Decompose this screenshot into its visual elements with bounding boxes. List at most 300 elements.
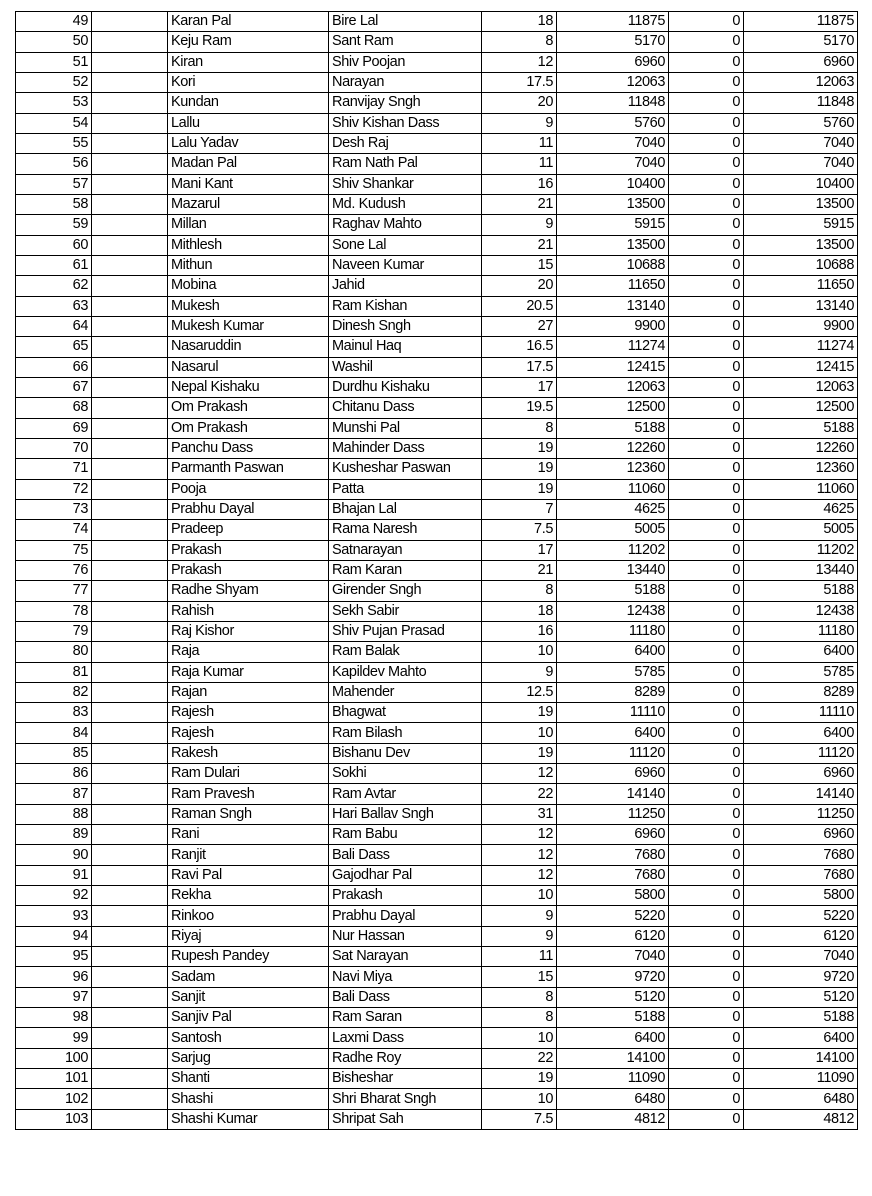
father-name-cell: Navi Miya — [329, 967, 482, 987]
blank-cell — [92, 72, 168, 92]
serial-number-cell: 85 — [16, 743, 92, 763]
gross-amount-cell: 5170 — [557, 32, 669, 52]
blank-cell — [92, 743, 168, 763]
gross-amount-cell: 5915 — [557, 215, 669, 235]
table-row — [16, 418, 858, 438]
days-cell: 31 — [482, 804, 557, 824]
blank-cell — [92, 581, 168, 601]
father-name-cell: Dinesh Sngh — [329, 316, 482, 336]
father-name-cell: Bali Dass — [329, 987, 482, 1007]
deduction-cell: 0 — [669, 32, 744, 52]
net-amount-cell: 10400 — [744, 174, 858, 194]
gross-amount-cell: 14140 — [557, 784, 669, 804]
gross-amount-cell: 11650 — [557, 276, 669, 296]
net-amount-cell: 14100 — [744, 1048, 858, 1068]
gross-amount-cell: 5785 — [557, 662, 669, 682]
net-amount-cell: 6400 — [744, 723, 858, 743]
worker-name-cell: Sarjug — [168, 1048, 329, 1068]
blank-cell — [92, 296, 168, 316]
serial-number-cell: 51 — [16, 52, 92, 72]
deduction-cell: 0 — [669, 926, 744, 946]
days-cell: 20 — [482, 276, 557, 296]
days-cell: 8 — [482, 418, 557, 438]
net-amount-cell: 5915 — [744, 215, 858, 235]
father-name-cell: Shiv Pujan Prasad — [329, 621, 482, 641]
deduction-cell: 0 — [669, 154, 744, 174]
blank-cell — [92, 215, 168, 235]
serial-number-cell: 59 — [16, 215, 92, 235]
blank-cell — [92, 601, 168, 621]
gross-amount-cell: 8289 — [557, 682, 669, 702]
blank-cell — [92, 703, 168, 723]
gross-amount-cell: 7680 — [557, 865, 669, 885]
blank-cell — [92, 662, 168, 682]
table-row — [16, 93, 858, 113]
gross-amount-cell: 11180 — [557, 621, 669, 641]
blank-cell — [92, 845, 168, 865]
days-cell: 10 — [482, 723, 557, 743]
table-row — [16, 581, 858, 601]
worker-name-cell: Lallu — [168, 113, 329, 133]
deduction-cell: 0 — [669, 316, 744, 336]
gross-amount-cell: 7040 — [557, 133, 669, 153]
net-amount-cell: 7680 — [744, 865, 858, 885]
gross-amount-cell: 11274 — [557, 337, 669, 357]
blank-cell — [92, 520, 168, 540]
table-row — [16, 1048, 858, 1068]
net-amount-cell: 6120 — [744, 926, 858, 946]
table-row — [16, 662, 858, 682]
days-cell: 20 — [482, 93, 557, 113]
deduction-cell: 0 — [669, 52, 744, 72]
deduction-cell: 0 — [669, 947, 744, 967]
blank-cell — [92, 865, 168, 885]
serial-number-cell: 98 — [16, 1008, 92, 1028]
serial-number-cell: 74 — [16, 520, 92, 540]
serial-number-cell: 49 — [16, 12, 92, 32]
serial-number-cell: 52 — [16, 72, 92, 92]
table-row — [16, 682, 858, 702]
deduction-cell: 0 — [669, 642, 744, 662]
father-name-cell: Shripat Sah — [329, 1109, 482, 1129]
father-name-cell: Durdhu Kishaku — [329, 377, 482, 397]
blank-cell — [92, 133, 168, 153]
blank-cell — [92, 276, 168, 296]
days-cell: 19 — [482, 459, 557, 479]
blank-cell — [92, 1089, 168, 1109]
worker-name-cell: Rajesh — [168, 703, 329, 723]
days-cell: 19 — [482, 703, 557, 723]
deduction-cell: 0 — [669, 72, 744, 92]
blank-cell — [92, 174, 168, 194]
worker-name-cell: Om Prakash — [168, 398, 329, 418]
father-name-cell: Bhajan Lal — [329, 499, 482, 519]
blank-cell — [92, 906, 168, 926]
table-row — [16, 479, 858, 499]
serial-number-cell: 53 — [16, 93, 92, 113]
deduction-cell: 0 — [669, 194, 744, 214]
serial-number-cell: 87 — [16, 784, 92, 804]
table-row — [16, 174, 858, 194]
table-body — [16, 12, 858, 1130]
table-row — [16, 703, 858, 723]
serial-number-cell: 95 — [16, 947, 92, 967]
gross-amount-cell: 5188 — [557, 1008, 669, 1028]
deduction-cell: 0 — [669, 459, 744, 479]
worker-name-cell: Mani Kant — [168, 174, 329, 194]
blank-cell — [92, 12, 168, 32]
net-amount-cell: 5188 — [744, 1008, 858, 1028]
blank-cell — [92, 967, 168, 987]
deduction-cell: 0 — [669, 845, 744, 865]
days-cell: 9 — [482, 662, 557, 682]
father-name-cell: Narayan — [329, 72, 482, 92]
net-amount-cell: 14140 — [744, 784, 858, 804]
worker-name-cell: Ram Pravesh — [168, 784, 329, 804]
father-name-cell: Prabhu Dayal — [329, 906, 482, 926]
days-cell: 19 — [482, 1069, 557, 1089]
serial-number-cell: 58 — [16, 194, 92, 214]
deduction-cell: 0 — [669, 764, 744, 784]
blank-cell — [92, 337, 168, 357]
blank-cell — [92, 479, 168, 499]
worker-name-cell: Shashi Kumar — [168, 1109, 329, 1129]
gross-amount-cell: 12415 — [557, 357, 669, 377]
worker-name-cell: Ravi Pal — [168, 865, 329, 885]
table-row — [16, 52, 858, 72]
father-name-cell: Sokhi — [329, 764, 482, 784]
gross-amount-cell: 11090 — [557, 1069, 669, 1089]
deduction-cell: 0 — [669, 438, 744, 458]
blank-cell — [92, 499, 168, 519]
father-name-cell: Bhagwat — [329, 703, 482, 723]
worker-name-cell: Prakash — [168, 560, 329, 580]
blank-cell — [92, 1069, 168, 1089]
net-amount-cell: 11110 — [744, 703, 858, 723]
father-name-cell: Satnarayan — [329, 540, 482, 560]
net-amount-cell: 5220 — [744, 906, 858, 926]
deduction-cell: 0 — [669, 296, 744, 316]
days-cell: 9 — [482, 926, 557, 946]
deduction-cell: 0 — [669, 865, 744, 885]
serial-number-cell: 88 — [16, 804, 92, 824]
serial-number-cell: 50 — [16, 32, 92, 52]
father-name-cell: Sekh Sabir — [329, 601, 482, 621]
net-amount-cell: 5760 — [744, 113, 858, 133]
worker-name-cell: Sanjit — [168, 987, 329, 1007]
serial-number-cell: 79 — [16, 621, 92, 641]
table-row — [16, 235, 858, 255]
father-name-cell: Naveen Kumar — [329, 255, 482, 275]
days-cell: 12 — [482, 865, 557, 885]
serial-number-cell: 83 — [16, 703, 92, 723]
deduction-cell: 0 — [669, 357, 744, 377]
gross-amount-cell: 6400 — [557, 723, 669, 743]
serial-number-cell: 78 — [16, 601, 92, 621]
father-name-cell: Sat Narayan — [329, 947, 482, 967]
days-cell: 22 — [482, 784, 557, 804]
worker-name-cell: Ranjit — [168, 845, 329, 865]
table-row — [16, 926, 858, 946]
worker-name-cell: Ram Dulari — [168, 764, 329, 784]
table-row — [16, 886, 858, 906]
table-row — [16, 520, 858, 540]
days-cell: 7.5 — [482, 1109, 557, 1129]
net-amount-cell: 12415 — [744, 357, 858, 377]
gross-amount-cell: 10688 — [557, 255, 669, 275]
days-cell: 12 — [482, 764, 557, 784]
deduction-cell: 0 — [669, 113, 744, 133]
table-row — [16, 255, 858, 275]
serial-number-cell: 73 — [16, 499, 92, 519]
table-row — [16, 1089, 858, 1109]
table-row — [16, 1109, 858, 1129]
days-cell: 27 — [482, 316, 557, 336]
days-cell: 17.5 — [482, 72, 557, 92]
serial-number-cell: 94 — [16, 926, 92, 946]
gross-amount-cell: 14100 — [557, 1048, 669, 1068]
father-name-cell: Ranvijay Sngh — [329, 93, 482, 113]
table-row — [16, 296, 858, 316]
father-name-cell: Ram Kishan — [329, 296, 482, 316]
worker-name-cell: Nasarul — [168, 357, 329, 377]
table-row — [16, 398, 858, 418]
worker-name-cell: Rinkoo — [168, 906, 329, 926]
father-name-cell: Ram Karan — [329, 560, 482, 580]
worker-name-cell: Lalu Yadav — [168, 133, 329, 153]
blank-cell — [92, 642, 168, 662]
net-amount-cell: 13500 — [744, 235, 858, 255]
days-cell: 10 — [482, 886, 557, 906]
worker-name-cell: Mukesh — [168, 296, 329, 316]
father-name-cell: Ram Balak — [329, 642, 482, 662]
net-amount-cell: 6400 — [744, 1028, 858, 1048]
table-row — [16, 723, 858, 743]
table-row — [16, 845, 858, 865]
days-cell: 18 — [482, 601, 557, 621]
father-name-cell: Ram Bilash — [329, 723, 482, 743]
net-amount-cell: 6960 — [744, 825, 858, 845]
table-row — [16, 499, 858, 519]
days-cell: 21 — [482, 560, 557, 580]
serial-number-cell: 66 — [16, 357, 92, 377]
blank-cell — [92, 194, 168, 214]
serial-number-cell: 63 — [16, 296, 92, 316]
blank-cell — [92, 255, 168, 275]
gross-amount-cell: 5188 — [557, 581, 669, 601]
worker-name-cell: Keju Ram — [168, 32, 329, 52]
gross-amount-cell: 12260 — [557, 438, 669, 458]
gross-amount-cell: 4625 — [557, 499, 669, 519]
blank-cell — [92, 418, 168, 438]
worker-name-cell: Kori — [168, 72, 329, 92]
days-cell: 17 — [482, 377, 557, 397]
father-name-cell: Bishanu Dev — [329, 743, 482, 763]
worker-name-cell: Sadam — [168, 967, 329, 987]
days-cell: 15 — [482, 967, 557, 987]
deduction-cell: 0 — [669, 540, 744, 560]
blank-cell — [92, 316, 168, 336]
father-name-cell: Patta — [329, 479, 482, 499]
days-cell: 8 — [482, 581, 557, 601]
serial-number-cell: 96 — [16, 967, 92, 987]
deduction-cell: 0 — [669, 1008, 744, 1028]
gross-amount-cell: 12063 — [557, 377, 669, 397]
serial-number-cell: 54 — [16, 113, 92, 133]
worker-name-cell: Santosh — [168, 1028, 329, 1048]
serial-number-cell: 77 — [16, 581, 92, 601]
gross-amount-cell: 5188 — [557, 418, 669, 438]
days-cell: 12.5 — [482, 682, 557, 702]
serial-number-cell: 62 — [16, 276, 92, 296]
serial-number-cell: 76 — [16, 560, 92, 580]
table-row — [16, 967, 858, 987]
net-amount-cell: 11060 — [744, 479, 858, 499]
net-amount-cell: 8289 — [744, 682, 858, 702]
table-row — [16, 316, 858, 336]
worker-name-cell: Mazarul — [168, 194, 329, 214]
days-cell: 15 — [482, 255, 557, 275]
days-cell: 8 — [482, 32, 557, 52]
table-row — [16, 12, 858, 32]
days-cell: 16 — [482, 621, 557, 641]
blank-cell — [92, 987, 168, 1007]
father-name-cell: Mahinder Dass — [329, 438, 482, 458]
worker-name-cell: Raja — [168, 642, 329, 662]
gross-amount-cell: 7040 — [557, 154, 669, 174]
net-amount-cell: 12063 — [744, 377, 858, 397]
table-row — [16, 194, 858, 214]
gross-amount-cell: 12063 — [557, 72, 669, 92]
deduction-cell: 0 — [669, 337, 744, 357]
deduction-cell: 0 — [669, 804, 744, 824]
gross-amount-cell: 11250 — [557, 804, 669, 824]
table-row — [16, 133, 858, 153]
serial-number-cell: 99 — [16, 1028, 92, 1048]
father-name-cell: Radhe Roy — [329, 1048, 482, 1068]
blank-cell — [92, 438, 168, 458]
net-amount-cell: 5188 — [744, 581, 858, 601]
serial-number-cell: 81 — [16, 662, 92, 682]
blank-cell — [92, 926, 168, 946]
gross-amount-cell: 13440 — [557, 560, 669, 580]
worker-name-cell: Riyaj — [168, 926, 329, 946]
net-amount-cell: 11120 — [744, 743, 858, 763]
gross-amount-cell: 13500 — [557, 194, 669, 214]
father-name-cell: Ram Babu — [329, 825, 482, 845]
days-cell: 9 — [482, 906, 557, 926]
worker-name-cell: Om Prakash — [168, 418, 329, 438]
gross-amount-cell: 6960 — [557, 825, 669, 845]
worker-name-cell: Rakesh — [168, 743, 329, 763]
gross-amount-cell: 6400 — [557, 642, 669, 662]
net-amount-cell: 11090 — [744, 1069, 858, 1089]
blank-cell — [92, 540, 168, 560]
blank-cell — [92, 804, 168, 824]
net-amount-cell: 11250 — [744, 804, 858, 824]
net-amount-cell: 5785 — [744, 662, 858, 682]
net-amount-cell: 7040 — [744, 154, 858, 174]
worker-name-cell: Prabhu Dayal — [168, 499, 329, 519]
serial-number-cell: 69 — [16, 418, 92, 438]
days-cell: 17.5 — [482, 357, 557, 377]
serial-number-cell: 72 — [16, 479, 92, 499]
worker-name-cell: Kundan — [168, 93, 329, 113]
blank-cell — [92, 1028, 168, 1048]
gross-amount-cell: 6960 — [557, 52, 669, 72]
worker-name-cell: Kiran — [168, 52, 329, 72]
father-name-cell: Mainul Haq — [329, 337, 482, 357]
table-row — [16, 32, 858, 52]
father-name-cell: Shiv Poojan — [329, 52, 482, 72]
serial-number-cell: 82 — [16, 682, 92, 702]
payroll-table — [15, 11, 858, 1130]
blank-cell — [92, 621, 168, 641]
serial-number-cell: 57 — [16, 174, 92, 194]
net-amount-cell: 6960 — [744, 764, 858, 784]
net-amount-cell: 11848 — [744, 93, 858, 113]
father-name-cell: Desh Raj — [329, 133, 482, 153]
blank-cell — [92, 1008, 168, 1028]
net-amount-cell: 12500 — [744, 398, 858, 418]
father-name-cell: Raghav Mahto — [329, 215, 482, 235]
table-row — [16, 215, 858, 235]
days-cell: 16 — [482, 174, 557, 194]
serial-number-cell: 68 — [16, 398, 92, 418]
days-cell: 17 — [482, 540, 557, 560]
net-amount-cell: 9900 — [744, 316, 858, 336]
deduction-cell: 0 — [669, 784, 744, 804]
payroll-sheet — [15, 11, 858, 1130]
serial-number-cell: 93 — [16, 906, 92, 926]
serial-number-cell: 97 — [16, 987, 92, 1007]
worker-name-cell: Rupesh Pandey — [168, 947, 329, 967]
father-name-cell: Bali Dass — [329, 845, 482, 865]
deduction-cell: 0 — [669, 743, 744, 763]
deduction-cell: 0 — [669, 276, 744, 296]
deduction-cell: 0 — [669, 825, 744, 845]
gross-amount-cell: 6120 — [557, 926, 669, 946]
worker-name-cell: Rajesh — [168, 723, 329, 743]
father-name-cell: Kusheshar Paswan — [329, 459, 482, 479]
gross-amount-cell: 12438 — [557, 601, 669, 621]
gross-amount-cell: 5220 — [557, 906, 669, 926]
table-row — [16, 1028, 858, 1048]
serial-number-cell: 89 — [16, 825, 92, 845]
gross-amount-cell: 6480 — [557, 1089, 669, 1109]
deduction-cell: 0 — [669, 967, 744, 987]
blank-cell — [92, 459, 168, 479]
net-amount-cell: 11202 — [744, 540, 858, 560]
days-cell: 11 — [482, 947, 557, 967]
worker-name-cell: Rekha — [168, 886, 329, 906]
father-name-cell: Sant Ram — [329, 32, 482, 52]
table-row — [16, 377, 858, 397]
deduction-cell: 0 — [669, 1089, 744, 1109]
gross-amount-cell: 11202 — [557, 540, 669, 560]
table-row — [16, 947, 858, 967]
net-amount-cell: 4625 — [744, 499, 858, 519]
table-row — [16, 601, 858, 621]
gross-amount-cell: 11060 — [557, 479, 669, 499]
gross-amount-cell: 11120 — [557, 743, 669, 763]
days-cell: 19.5 — [482, 398, 557, 418]
net-amount-cell: 5120 — [744, 987, 858, 1007]
father-name-cell: Jahid — [329, 276, 482, 296]
table-row — [16, 72, 858, 92]
serial-number-cell: 92 — [16, 886, 92, 906]
table-row — [16, 337, 858, 357]
